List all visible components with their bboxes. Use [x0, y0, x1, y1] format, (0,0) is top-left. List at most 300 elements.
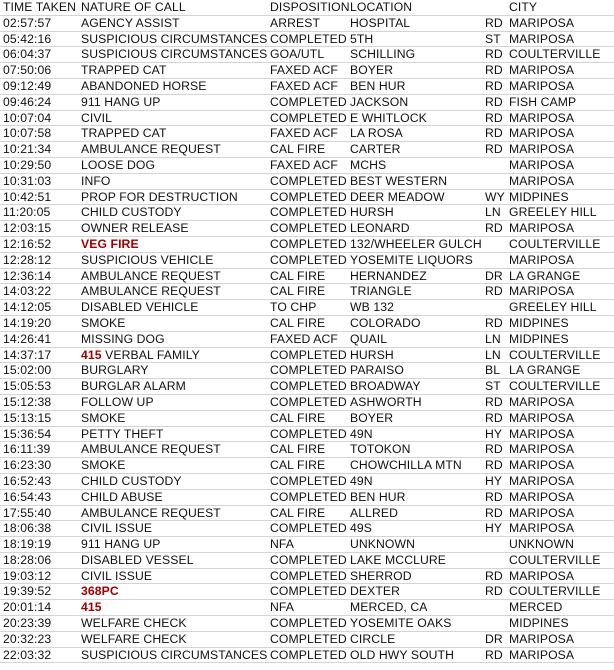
city-cell: UNKNOWN [509, 537, 575, 552]
location-cell: MCHS [350, 157, 387, 172]
city-cell: MARIPOSA [509, 173, 575, 188]
location-cell: BOYER [350, 63, 394, 78]
nature-text: PROP FOR DESTRUCTION [81, 189, 238, 204]
nature-text: 415 [81, 600, 102, 615]
street-suffix-cell: RD [485, 63, 503, 78]
disposition-cell: COMPLETED [270, 347, 347, 362]
street-suffix-cell: ST [485, 31, 501, 46]
location-cell: BOYER [350, 410, 394, 425]
table-row [0, 79, 614, 95]
nature-text: DISABLED VEHICLE [81, 300, 199, 315]
street-suffix-cell: ST [485, 379, 501, 394]
location-cell: HOSPITAL [350, 15, 411, 30]
disposition-cell: COMPLETED [270, 31, 347, 46]
time-cell: 12:28:12 [3, 252, 52, 267]
city-cell: MARIPOSA [509, 410, 575, 425]
nature-cell [81, 363, 149, 379]
table-row [0, 474, 614, 490]
nature-text: 368PC [81, 584, 119, 599]
nature-text: SUSPICIOUS VEHICLE [81, 252, 214, 267]
time-cell: 10:07:58 [3, 126, 52, 141]
time-cell: 11:20:05 [3, 205, 51, 220]
street-suffix-cell: LN [485, 331, 501, 346]
disposition-cell: CAL FIRE [270, 410, 326, 425]
city-cell: MARIPOSA [509, 568, 575, 583]
street-suffix-cell: RD [485, 221, 503, 236]
table-row [0, 158, 614, 174]
location-cell: YOSEMITE OAKS [350, 616, 452, 631]
table-row [0, 379, 614, 395]
nature-cell [81, 600, 102, 616]
table-row [0, 632, 614, 648]
nature-text: BURGLAR ALARM [81, 379, 186, 394]
city-cell: MARIPOSA [509, 394, 575, 409]
disposition-cell: COMPLETED [270, 110, 347, 125]
header-city: CITY [509, 0, 538, 14]
table-row [0, 363, 614, 379]
disposition-cell: COMPLETED [270, 379, 347, 394]
city-cell: MARIPOSA [509, 458, 575, 473]
street-suffix-cell: RD [485, 410, 503, 425]
time-cell: 12:36:14 [3, 268, 52, 283]
location-cell: LA ROSA [350, 126, 403, 141]
location-cell: OLD HWY SOUTH [350, 647, 455, 662]
location-cell: CARTER [350, 142, 401, 157]
time-cell: 22:03:32 [3, 647, 52, 662]
city-cell: MARIPOSA [509, 63, 575, 78]
nature-cell [81, 427, 164, 443]
city-cell: MARIPOSA [509, 221, 575, 236]
nature-text: 415 [81, 347, 102, 362]
city-cell: MARIPOSA [509, 252, 575, 267]
table-row [0, 316, 614, 332]
time-cell: 16:11:39 [3, 442, 51, 457]
nature-cell [81, 111, 112, 127]
disposition-cell: CAL FIRE [270, 458, 326, 473]
row-divider [0, 662, 614, 663]
city-cell: COULTERVILLE [509, 347, 601, 362]
disposition-cell: COMPLETED [270, 189, 347, 204]
disposition-cell: CAL FIRE [270, 442, 326, 457]
table-row [0, 32, 614, 48]
time-cell: 10:21:34 [3, 142, 52, 157]
city-cell: MARIPOSA [509, 473, 575, 488]
city-cell: MARIPOSA [509, 142, 575, 157]
time-cell: 20:01:14 [3, 600, 52, 615]
nature-text: WELFARE CHECK [81, 616, 187, 631]
nature-cell [81, 616, 187, 632]
header-time: TIME TAKEN [3, 0, 77, 14]
location-cell: SHERROD [350, 568, 412, 583]
nature-cell [81, 300, 198, 316]
table-row [0, 648, 614, 664]
time-cell: 09:12:49 [3, 78, 52, 93]
disposition-cell: FAXED ACF [270, 126, 338, 141]
table-row [0, 569, 614, 585]
disposition-cell: TO CHP [270, 300, 317, 315]
disposition-cell: CAL FIRE [270, 315, 326, 330]
location-cell: HERNANDEZ [350, 268, 427, 283]
nature-text: 911 HANG UP [81, 94, 161, 109]
nature-cell [81, 174, 111, 190]
disposition-cell: COMPLETED [270, 173, 347, 188]
location-cell: CHOWCHILLA MTN [350, 458, 462, 473]
nature-text-rest: VERBAL FAMILY [101, 347, 200, 362]
disposition-cell: COMPLETED [270, 205, 347, 220]
location-cell: BROADWAY [350, 379, 421, 394]
table-row [0, 521, 614, 537]
time-cell: 14:26:41 [3, 331, 52, 346]
location-cell: PARAISO [350, 363, 404, 378]
time-cell: 10:07:04 [3, 110, 52, 125]
nature-text: AMBULANCE REQUEST [81, 505, 221, 520]
time-cell: 06:04:37 [3, 47, 52, 62]
disposition-cell: COMPLETED [270, 616, 347, 631]
nature-cell [81, 474, 182, 490]
nature-cell [81, 316, 126, 332]
nature-text: PETTY THEFT [81, 426, 164, 441]
location-cell: COLORADO [350, 315, 421, 330]
nature-cell [81, 190, 238, 206]
nature-text: SUSPICIOUS CIRCUMSTANCES [81, 47, 268, 62]
street-suffix-cell: LN [485, 347, 501, 362]
street-suffix-cell: LN [485, 205, 501, 220]
disposition-cell: ARREST [270, 15, 321, 30]
location-cell: BEN HUR [350, 489, 406, 504]
table-row [0, 411, 614, 427]
disposition-cell: COMPLETED [270, 363, 347, 378]
table-row [0, 269, 614, 285]
header-location: LOCATION [350, 0, 413, 14]
disposition-cell: NFA [270, 537, 295, 552]
table-row [0, 126, 614, 142]
city-cell: MARIPOSA [509, 505, 575, 520]
nature-text: FOLLOW UP [81, 394, 154, 409]
time-cell: 16:23:30 [3, 458, 52, 473]
location-cell: TRIANGLE [350, 284, 412, 299]
table-row [0, 142, 614, 158]
disposition-cell: COMPLETED [270, 647, 347, 662]
time-cell: 19:03:12 [3, 568, 52, 583]
disposition-cell: COMPLETED [270, 221, 347, 236]
time-cell: 16:52:43 [3, 473, 52, 488]
street-suffix-cell: HY [485, 426, 503, 441]
disposition-cell: CAL FIRE [270, 268, 326, 283]
header-nature: NATURE OF CALL [81, 0, 186, 14]
location-cell: MERCED, CA [350, 600, 428, 615]
street-suffix-cell: RD [485, 442, 503, 457]
location-cell: 49S [350, 521, 372, 536]
city-cell: MIDPINES [509, 331, 569, 346]
disposition-cell: CAL FIRE [270, 505, 326, 520]
table-row [0, 442, 614, 458]
nature-cell [81, 395, 154, 411]
disposition-cell: FAXED ACF [270, 331, 338, 346]
city-cell: MARIPOSA [509, 157, 575, 172]
nature-cell [81, 79, 206, 95]
nature-text: OWNER RELEASE [81, 221, 189, 236]
time-cell: 14:03:22 [3, 284, 52, 299]
nature-text: VEG FIRE [81, 236, 139, 251]
nature-cell [81, 95, 160, 111]
nature-text: AMBULANCE REQUEST [81, 442, 221, 457]
time-cell: 15:05:53 [3, 379, 52, 394]
time-cell: 15:02:00 [3, 363, 52, 378]
location-cell: 49N [350, 473, 373, 488]
nature-text: INFO [81, 173, 111, 188]
city-cell: LA GRANGE [509, 268, 581, 283]
table-row [0, 174, 614, 190]
street-suffix-cell: RD [485, 94, 503, 109]
location-cell: ASHWORTH [350, 394, 422, 409]
nature-cell [81, 506, 221, 522]
nature-text: MISSING DOG [81, 331, 165, 346]
header-row [0, 0, 614, 16]
location-cell: DEER MEADOW [350, 189, 445, 204]
nature-text: SUSPICIOUS CIRCUMSTANCES [81, 31, 268, 46]
table-row [0, 111, 614, 127]
city-cell: COULTERVILLE [509, 236, 601, 251]
location-cell: LAKE MCCLURE [350, 552, 447, 567]
street-suffix-cell: RD [485, 489, 503, 504]
nature-cell [81, 348, 200, 364]
disposition-cell: FAXED ACF [270, 78, 338, 93]
header-disposition: DISPOSITION [270, 0, 350, 14]
nature-cell [81, 411, 126, 427]
street-suffix-cell: RD [485, 458, 503, 473]
table-row [0, 253, 614, 269]
table-row [0, 348, 614, 364]
city-cell: MARIPOSA [509, 647, 575, 662]
time-cell: 07:50:06 [3, 63, 52, 78]
nature-text: LOOSE DOG [81, 157, 156, 172]
disposition-cell: CAL FIRE [270, 142, 326, 157]
nature-cell [81, 632, 187, 648]
table-row [0, 616, 614, 632]
location-cell: DEXTER [350, 584, 401, 599]
nature-text: 911 HANG UP [81, 537, 161, 552]
time-cell: 14:37:17 [3, 347, 52, 362]
nature-cell [81, 521, 152, 537]
location-cell: 132/WHEELER GULCH [350, 236, 482, 251]
city-cell: MARIPOSA [509, 426, 575, 441]
table-row [0, 300, 614, 316]
call-rows [0, 16, 614, 664]
table-row [0, 63, 614, 79]
street-suffix-cell: RD [485, 78, 503, 93]
location-cell: 5TH [350, 31, 374, 46]
time-cell: 18:19:19 [3, 537, 52, 552]
nature-text: SMOKE [81, 410, 126, 425]
street-suffix-cell: RD [485, 394, 503, 409]
table-row [0, 95, 614, 111]
time-cell: 14:19:20 [3, 315, 52, 330]
table-row [0, 584, 614, 600]
nature-text: CHILD ABUSE [81, 489, 163, 504]
disposition-cell: NFA [270, 600, 295, 615]
time-cell: 18:06:38 [3, 521, 52, 536]
nature-cell [81, 490, 163, 506]
time-cell: 19:39:52 [3, 584, 52, 599]
time-cell: 09:46:24 [3, 94, 52, 109]
location-cell: QUAIL [350, 331, 388, 346]
city-cell: MARIPOSA [509, 78, 575, 93]
disposition-cell: COMPLETED [270, 236, 347, 251]
street-suffix-cell: RD [485, 142, 503, 157]
time-cell: 17:55:40 [3, 505, 52, 520]
table-row [0, 237, 614, 253]
disposition-cell: COMPLETED [270, 552, 347, 567]
table-row [0, 537, 614, 553]
nature-text: SMOKE [81, 315, 126, 330]
disposition-cell: CAL FIRE [270, 284, 326, 299]
street-suffix-cell: RD [485, 110, 503, 125]
disposition-cell: COMPLETED [270, 473, 347, 488]
city-cell: MARIPOSA [509, 489, 575, 504]
nature-cell [81, 158, 155, 174]
location-cell: TOTOKON [350, 442, 411, 457]
location-cell: SCHILLING [350, 47, 416, 62]
nature-cell [81, 553, 194, 569]
city-cell: MIDPINES [509, 315, 569, 330]
nature-text: AMBULANCE REQUEST [81, 268, 221, 283]
nature-text: AMBULANCE REQUEST [81, 142, 221, 157]
location-cell: JACKSON [350, 94, 409, 109]
disposition-cell: FAXED ACF [270, 63, 338, 78]
street-suffix-cell: RD [485, 47, 503, 62]
street-suffix-cell: DR [485, 631, 503, 646]
city-cell: MARIPOSA [509, 31, 575, 46]
nature-text: CIVIL ISSUE [81, 568, 153, 583]
street-suffix-cell: RD [485, 647, 503, 662]
city-cell: MARIPOSA [509, 631, 575, 646]
city-cell: MIDPINES [509, 189, 569, 204]
city-cell: GREELEY HILL [509, 300, 597, 315]
nature-cell [81, 442, 221, 458]
location-cell: HURSH [350, 347, 394, 362]
nature-text: TRAPPED CAT [81, 126, 167, 141]
nature-cell [81, 16, 180, 32]
nature-cell [81, 284, 221, 300]
nature-text: BURGLARY [81, 363, 149, 378]
street-suffix-cell: RD [485, 126, 503, 141]
table-row [0, 332, 614, 348]
time-cell: 10:29:50 [3, 157, 52, 172]
time-cell: 20:32:23 [3, 631, 52, 646]
disposition-cell: COMPLETED [270, 521, 347, 536]
nature-cell [81, 237, 139, 253]
city-cell: MARIPOSA [509, 15, 575, 30]
time-cell: 14:12:05 [3, 300, 52, 315]
city-cell: MERCED [509, 600, 563, 615]
location-cell: LEONARD [350, 221, 410, 236]
time-cell: 18:28:06 [3, 552, 52, 567]
street-suffix-cell: RD [485, 315, 503, 330]
street-suffix-cell: WY [485, 189, 505, 204]
nature-text: CHILD CUSTODY [81, 205, 182, 220]
time-cell: 15:36:54 [3, 426, 52, 441]
time-cell: 02:57:57 [3, 15, 52, 30]
nature-cell [81, 458, 126, 474]
disposition-cell: COMPLETED [270, 584, 347, 599]
nature-cell [81, 221, 189, 237]
location-cell: BEN HUR [350, 78, 406, 93]
street-suffix-cell: RD [485, 568, 503, 583]
nature-cell [81, 584, 119, 600]
disposition-cell: COMPLETED [270, 94, 347, 109]
nature-text: SMOKE [81, 458, 126, 473]
nature-cell [81, 332, 165, 348]
time-cell: 10:31:03 [3, 173, 52, 188]
city-cell: LA GRANGE [509, 363, 581, 378]
time-cell: 10:42:51 [3, 189, 52, 204]
nature-cell [81, 379, 186, 395]
street-suffix-cell: HY [485, 473, 503, 488]
table-row [0, 458, 614, 474]
disposition-cell: FAXED ACF [270, 157, 338, 172]
city-cell: COULTERVILLE [509, 552, 601, 567]
table-row [0, 205, 614, 221]
location-cell: E WHITLOCK [350, 110, 427, 125]
city-cell: MARIPOSA [509, 442, 575, 457]
city-cell: MIDPINES [509, 616, 569, 631]
location-cell: BEST WESTERN [350, 173, 448, 188]
table-row [0, 221, 614, 237]
nature-cell [81, 537, 160, 553]
street-suffix-cell: BL [485, 363, 501, 378]
city-cell: COULTERVILLE [509, 379, 601, 394]
time-cell: 15:13:15 [3, 410, 52, 425]
nature-text: AMBULANCE REQUEST [81, 284, 221, 299]
city-cell: COULTERVILLE [509, 584, 601, 599]
table-row [0, 553, 614, 569]
disposition-cell: COMPLETED [270, 631, 347, 646]
table-row [0, 47, 614, 63]
disposition-cell: COMPLETED [270, 394, 347, 409]
table-row [0, 506, 614, 522]
disposition-cell: GOA/UTL [270, 47, 325, 62]
nature-cell [81, 205, 182, 221]
location-cell: CIRCLE [350, 631, 396, 646]
time-cell: 20:23:39 [3, 616, 52, 631]
time-cell: 15:12:38 [3, 394, 52, 409]
nature-cell [81, 32, 267, 48]
nature-text: CIVIL [81, 110, 112, 125]
street-suffix-cell: RD [485, 15, 503, 30]
disposition-cell: COMPLETED [270, 568, 347, 583]
location-cell: UNKNOWN [350, 537, 416, 552]
nature-text: TRAPPED CAT [81, 63, 167, 78]
street-suffix-cell: RD [485, 284, 503, 299]
nature-cell [81, 253, 214, 269]
street-suffix-cell: HY [485, 521, 503, 536]
city-cell: MARIPOSA [509, 284, 575, 299]
city-cell: FISH CAMP [509, 94, 577, 109]
table-row [0, 600, 614, 616]
nature-cell [81, 569, 152, 585]
city-cell: MARIPOSA [509, 110, 575, 125]
city-cell: COULTERVILLE [509, 47, 601, 62]
disposition-cell: COMPLETED [270, 489, 347, 504]
nature-cell [81, 269, 221, 285]
time-cell: 12:16:52 [3, 236, 52, 251]
city-cell: MARIPOSA [509, 521, 575, 536]
nature-text: CIVIL ISSUE [81, 521, 153, 536]
nature-cell [81, 63, 167, 79]
table-row [0, 490, 614, 506]
street-suffix-cell: RD [485, 505, 503, 520]
nature-cell [81, 142, 221, 158]
